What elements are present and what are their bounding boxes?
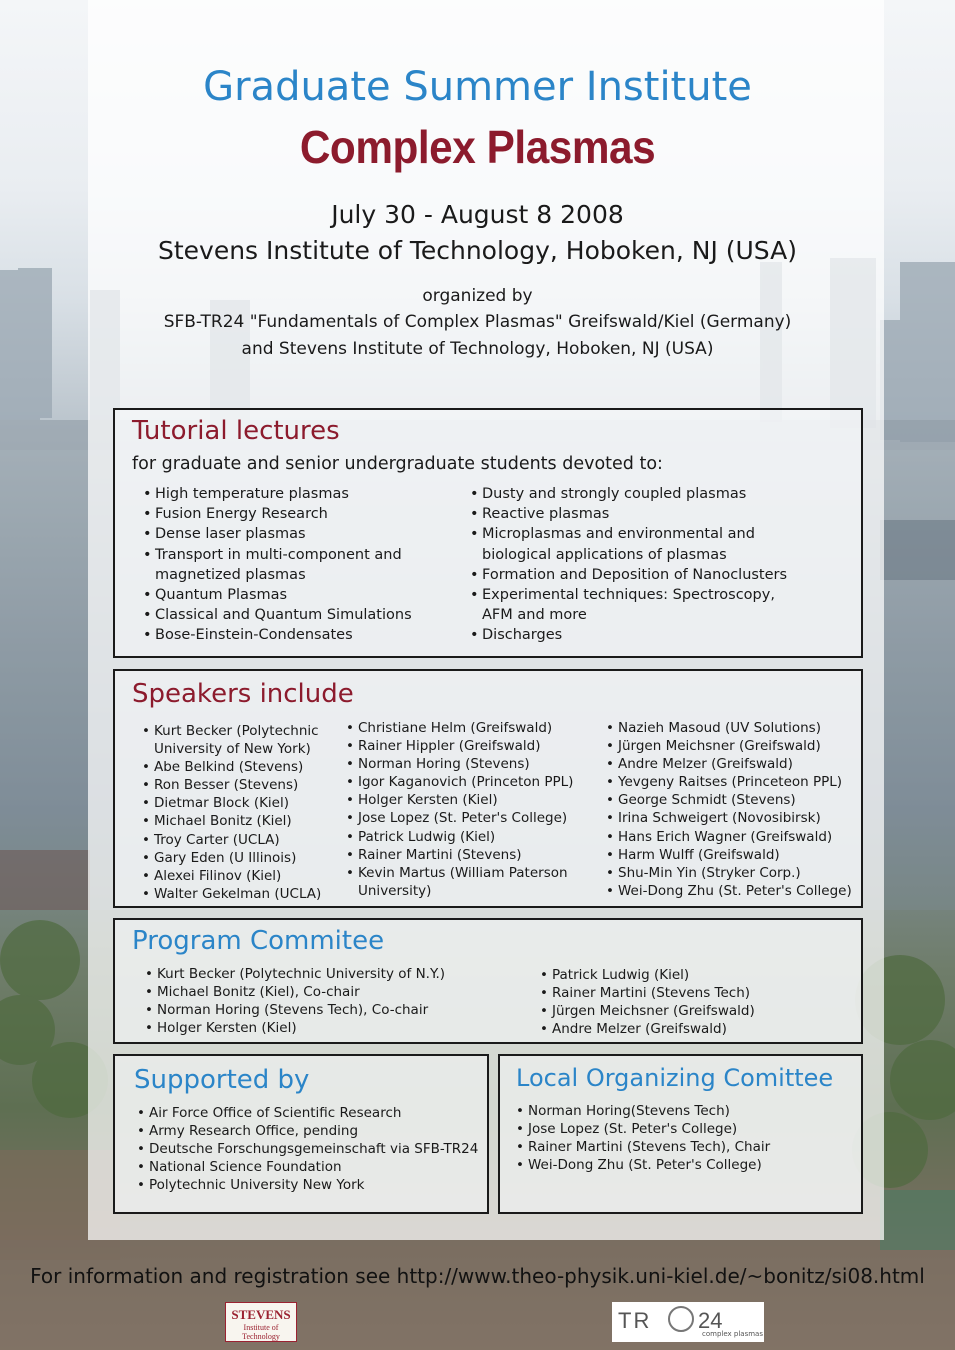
list-item: • Dusty and strongly coupled plasmas xyxy=(470,484,790,504)
list-item: • Deutsche Forschungsgemeinschaft via SFB-TR24 xyxy=(137,1140,487,1158)
list-item: • Abe Belkind (Stevens) xyxy=(142,758,337,776)
tr24-logo-sub: complex plasmas xyxy=(702,1330,763,1338)
tr24-logo-text: TR xyxy=(618,1308,652,1333)
tr24-logo-number: 24 xyxy=(698,1308,723,1333)
page-subtitle: Complex Plasmas xyxy=(299,121,656,173)
program-committee-heading: Program Commitee xyxy=(132,926,385,956)
supported-by-heading: Supported by xyxy=(134,1065,310,1095)
page-title: Graduate Summer Institute xyxy=(203,64,752,110)
list-item: • Andre Melzer (Greifswald) xyxy=(540,1020,840,1038)
list-item: • Shu-Min Yin (Stryker Corp.) xyxy=(606,864,861,882)
list-item: • Transport in multi-component and magnetized plasmas xyxy=(143,545,443,585)
list-item: • Hans Erich Wagner (Greifswald) xyxy=(606,828,861,846)
list-item: • Andre Melzer (Greifswald) xyxy=(606,755,861,773)
list-item: • Irina Schweigert (Novosibirsk) xyxy=(606,809,861,827)
program-committee-left xyxy=(145,965,525,1037)
list-item: • Yevgeny Raitses (Princeteon PPL) xyxy=(606,773,861,791)
list-item: • Classical and Quantum Simulations xyxy=(143,605,443,625)
tr24-logo xyxy=(612,1302,764,1342)
list-item: • Fusion Energy Research xyxy=(143,504,443,524)
event-venue: Stevens Institute of Technology, Hoboken, NJ (USA) xyxy=(157,236,797,265)
list-item: • Discharges xyxy=(470,625,790,645)
tutorial-intro: for graduate and senior undergraduate students devoted to: xyxy=(132,454,663,474)
local-committee-box xyxy=(498,1054,863,1214)
list-item: • Patrick Ludwig (Kiel) xyxy=(540,966,840,984)
list-item: • Norman Horing (Stevens) xyxy=(346,755,591,773)
list-item: • Harm Wulff (Greifswald) xyxy=(606,846,861,864)
stevens-logo xyxy=(225,1302,297,1342)
list-item: • Dense laser plasmas xyxy=(143,524,443,544)
organized-by-label: organized by xyxy=(422,286,533,306)
list-item: • Ron Besser (Stevens) xyxy=(142,776,337,794)
list-item: • Holger Kersten (Kiel) xyxy=(145,1019,525,1037)
organizer-line-1: SFB-TR24 "Fundamentals of Complex Plasmas" Greifswald/Kiel (Germany) xyxy=(163,312,792,332)
speakers-box xyxy=(113,669,863,908)
list-item: • Kurt Becker (Polytechnic University of New York) xyxy=(142,722,337,758)
stevens-logo-name: STEVENS xyxy=(231,1307,291,1322)
list-item: • Alexei Filinov (Kiel) xyxy=(142,867,337,885)
tr24-circle-icon xyxy=(668,1306,694,1332)
list-item: • Troy Carter (UCLA) xyxy=(142,831,337,849)
list-item: • National Science Foundation xyxy=(137,1158,487,1176)
list-item: • Polytechnic University New York xyxy=(137,1176,487,1194)
tutorial-list-right xyxy=(470,484,790,646)
list-item: • Kevin Martus (William Paterson University) xyxy=(346,864,591,900)
supported-by-box xyxy=(113,1054,489,1214)
list-item: • Christiane Helm (Greifswald) xyxy=(346,719,591,737)
list-item: • Wei-Dong Zhu (St. Peter's College) xyxy=(516,1156,856,1174)
program-committee-right xyxy=(540,966,840,1038)
list-item: • Bose-Einstein-Condensates xyxy=(143,625,443,645)
list-item: • Dietmar Block (Kiel) xyxy=(142,794,337,812)
program-committee-box xyxy=(113,918,863,1044)
list-item: • Wei-Dong Zhu (St. Peter's College) xyxy=(606,882,861,900)
list-item: • Nazieh Masoud (UV Solutions) xyxy=(606,719,861,737)
tutorial-heading: Tutorial lectures xyxy=(132,416,340,446)
list-item: • Jürgen Meichsner (Greifswald) xyxy=(540,1002,840,1020)
list-item: • Igor Kaganovich (Princeton PPL) xyxy=(346,773,591,791)
list-item: • Michael Bonitz (Kiel), Co-chair xyxy=(145,983,525,1001)
list-item: • Gary Eden (U Illinois) xyxy=(142,849,337,867)
local-committee-heading: Local Organizing Comittee xyxy=(516,1064,834,1092)
list-item: • Walter Gekelman (UCLA) xyxy=(142,885,337,903)
list-item: • Formation and Deposition of Nanoclusters xyxy=(470,565,790,585)
list-item: • Holger Kersten (Kiel) xyxy=(346,791,591,809)
list-item: • Quantum Plasmas xyxy=(143,585,443,605)
speakers-heading: Speakers include xyxy=(132,679,354,709)
speakers-col-1 xyxy=(142,722,337,903)
list-item: • Experimental techniques: Spectroscopy, AFM and more xyxy=(470,585,790,625)
tutorial-box xyxy=(113,408,863,658)
list-item: • Reactive plasmas xyxy=(470,504,790,524)
list-item: • Microplasmas and environmental and biological applications of plasmas xyxy=(470,524,790,564)
list-item: • Rainer Hippler (Greifswald) xyxy=(346,737,591,755)
list-item: • Michael Bonitz (Kiel) xyxy=(142,812,337,830)
list-item: • High temperature plasmas xyxy=(143,484,443,504)
list-item: • Norman Horing(Stevens Tech) xyxy=(516,1102,856,1120)
list-item: • Army Research Office, pending xyxy=(137,1122,487,1140)
list-item: • Rainer Martini (Stevens Tech), Chair xyxy=(516,1138,856,1156)
supported-by-list xyxy=(137,1104,487,1194)
local-committee-list xyxy=(516,1102,856,1174)
list-item: • Jürgen Meichsner (Greifswald) xyxy=(606,737,861,755)
list-item: • Air Force Office of Scientific Research xyxy=(137,1104,487,1122)
registration-info: For information and registration see http://www.theo-physik.uni-kiel.de/~bonitz/si08.html xyxy=(30,1264,925,1288)
list-item: • Kurt Becker (Polytechnic University of N.Y.) xyxy=(145,965,525,983)
list-item: • Jose Lopez (St. Peter's College) xyxy=(516,1120,856,1138)
tutorial-list-left xyxy=(143,484,443,646)
event-dates: July 30 - August 8 2008 xyxy=(331,200,624,229)
list-item: • Patrick Ludwig (Kiel) xyxy=(346,828,591,846)
speakers-col-3 xyxy=(606,719,861,900)
list-item: • Jose Lopez (St. Peter's College) xyxy=(346,809,591,827)
list-item: • Norman Horing (Stevens Tech), Co-chair xyxy=(145,1001,525,1019)
list-item: • Rainer Martini (Stevens Tech) xyxy=(540,984,840,1002)
list-item: • Rainer Martini (Stevens) xyxy=(346,846,591,864)
stevens-logo-sub: Institute of Technology xyxy=(242,1323,280,1341)
list-item: • George Schmidt (Stevens) xyxy=(606,791,861,809)
speakers-col-2 xyxy=(346,719,591,900)
organizer-line-2: and Stevens Institute of Technology, Hoboken, NJ (USA) xyxy=(241,339,714,359)
